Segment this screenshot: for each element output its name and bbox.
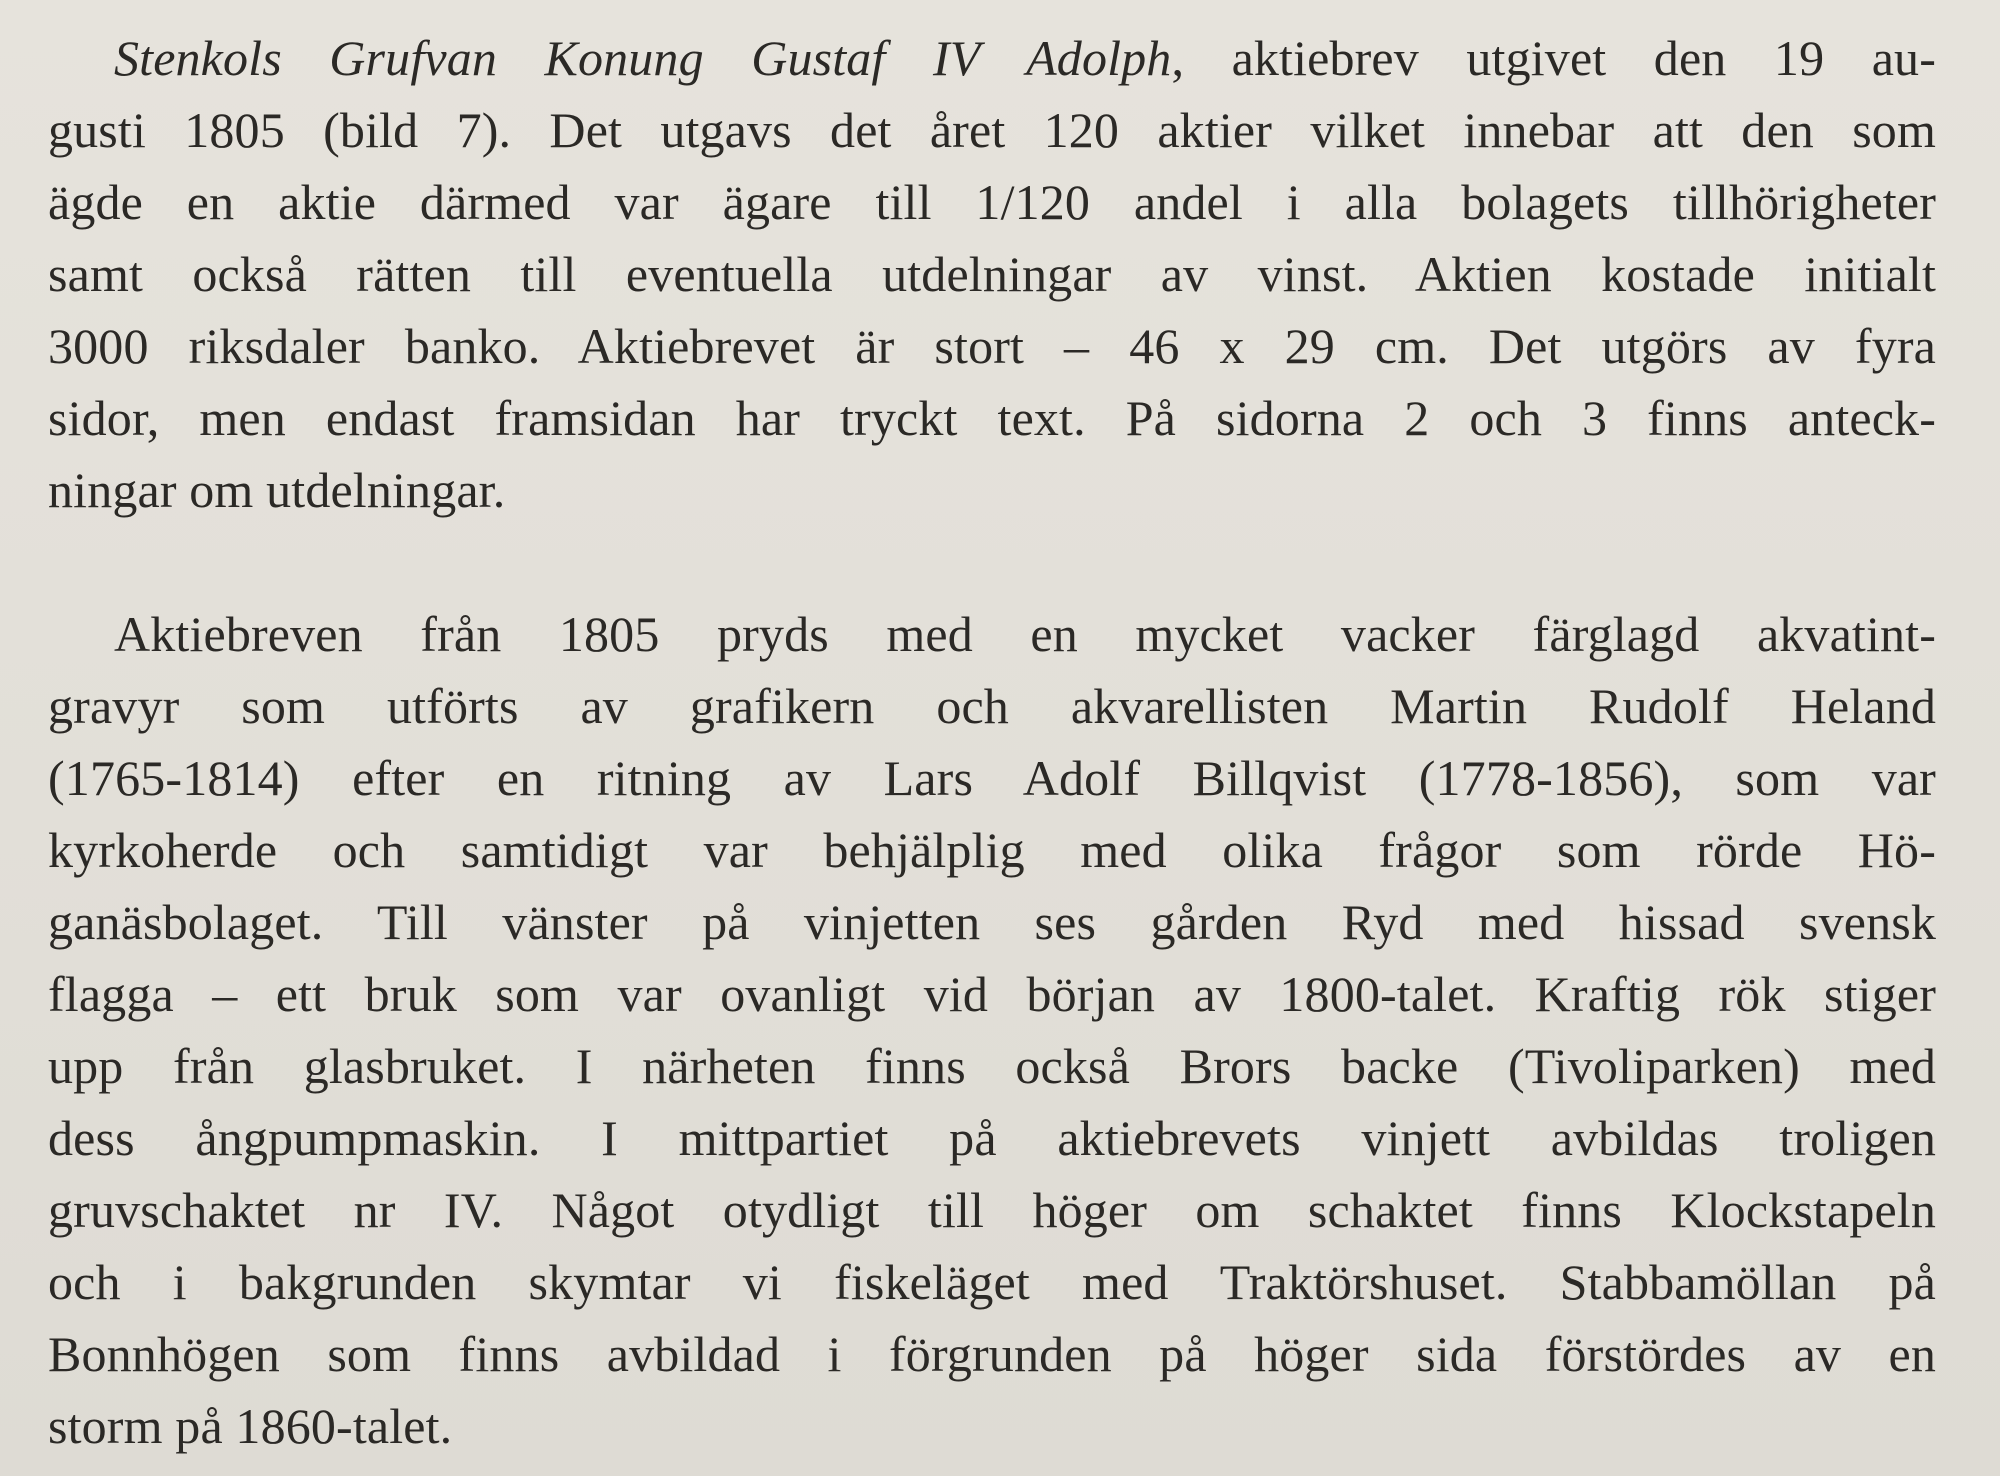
text-line: sidor, men endast framsidan har tryckt text. På sidorna 2 och 3 finns anteck- — [48, 390, 1936, 446]
text-line: flagga – ett bruk som var ovanligt vid början av 1800-talet. Kraftig rök stiger — [48, 966, 1936, 1022]
text-line: storm på 1860-talet. — [48, 1398, 453, 1454]
text-line: samt också rätten till eventuella utdelningar av vinst. Aktien kostade initialt — [48, 246, 1936, 302]
text-line: ganäsbolaget. Till vänster på vinjetten ses gården Ryd med hissad svensk — [48, 894, 1936, 950]
text-line: och i bakgrunden skymtar vi fiskeläget med Traktörshuset. Stabbamöllan på — [48, 1254, 1936, 1310]
text-line: gusti 1805 (bild 7). Det utgavs det året 120 aktier vilket innebar att den som — [48, 102, 1936, 158]
text-line: upp från glasbruket. I närheten finns också Brors backe (Tivoliparken) med — [48, 1038, 1936, 1094]
text-line: gravyr som utförts av grafikern och akvarellisten Martin Rudolf Heland — [48, 678, 1936, 734]
text-line: dess ångpumpmaskin. I mittpartiet på aktiebrevets vinjett avbildas troligen — [48, 1110, 1936, 1166]
text-segment: , aktiebrev utgivet den 19 au- — [1171, 30, 1936, 86]
text-line: (1765-1814) efter en ritning av Lars Adolf Billqvist (1778-1856), som var — [48, 750, 1936, 806]
text-line: Aktiebreven från 1805 pryds med en mycket vacker färglagd akvatint- — [114, 606, 1936, 662]
paragraph-1 — [48, 22, 1936, 526]
text-line: kyrkoherde och samtidigt var behjälplig med olika frågor som rörde Hö- — [48, 822, 1936, 878]
text-line: ningar om utdelningar. — [48, 462, 506, 518]
paragraph-spacer — [48, 526, 1936, 598]
paragraph-2 — [48, 598, 1936, 1462]
text-line: Bonnhögen som finns avbildad i förgrunden på höger sida förstördes av en — [48, 1326, 1936, 1382]
text-line: 3000 riksdaler banko. Aktiebrevet är stort – 46 x 29 cm. Det utgörs av fyra — [48, 318, 1936, 374]
text-line: gruvschaktet nr IV. Något otydligt till höger om schaktet finns Klockstapeln — [48, 1182, 1936, 1238]
title-italic: Stenkols Grufvan Konung Gustaf IV Adolph — [114, 30, 1172, 86]
text-line: ägde en aktie därmed var ägare till 1/120 andel i alla bolagets tillhörigheter — [48, 174, 1936, 230]
text-line — [48, 22, 1936, 94]
